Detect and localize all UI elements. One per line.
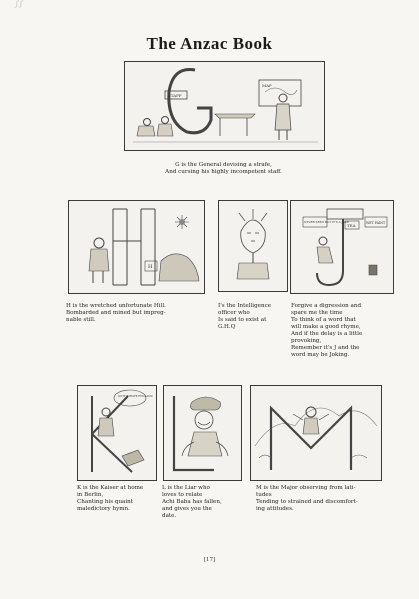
- caption-g: G is the General devising a strafe, And cursing his highly incompetent staff.: [165, 162, 282, 175]
- joke-drawing: [291, 201, 393, 293]
- major-drawing: [251, 386, 381, 480]
- illustration-m: [250, 385, 382, 481]
- page-title: The Anzac Book: [146, 34, 273, 53]
- j-bubble: NEVER SEEN BUT IT'S A JOKE: [304, 220, 350, 224]
- caption-m: M is the Major observing from lati- tudes Tending to strained and discomfort- ing attitudes.: [256, 485, 358, 512]
- illustration-j: [290, 200, 394, 294]
- illustration-h: [68, 200, 205, 294]
- caption-k: K is the Kaiser at home in Berlin, Chanting his quaint maledictory hymn.: [77, 485, 144, 512]
- illustration-k: [77, 385, 157, 481]
- liar-drawing: [164, 386, 241, 480]
- h-sign: H: [148, 264, 153, 270]
- caption-i: I's the Intelligence officer who Is said to exist at G.H.Q: [218, 303, 272, 330]
- caption-j: Forgive a digression and spare me the time To think of a word that will make a good rhyme, And if the delay is a little provoking, Remember it's J and the word may be Joking.: [291, 303, 363, 358]
- wet-paint-sign: WET PAINT: [366, 221, 386, 225]
- caption-l: L is the Liar who loves to relate Achi Baba has fallen, and gives you the date.: [162, 485, 222, 519]
- staff-sign: STAFF: [168, 93, 182, 98]
- tea-sign: TEA: [347, 223, 356, 228]
- illustration-l: [163, 385, 242, 481]
- kaiser-drawing: [78, 386, 156, 480]
- corner-mark: ʃ ʃ: [16, 0, 23, 8]
- caption-h: H is the wretched unfortunate Hill. Bombarded and mined but impreg- nable still.: [66, 303, 166, 323]
- intelligence-officer-drawing: [219, 201, 287, 291]
- illustration-g: [124, 61, 325, 151]
- page-number: [17]: [203, 557, 216, 563]
- illustration-i: [218, 200, 288, 292]
- hill-drawing: [69, 201, 204, 293]
- general-drawing: [125, 62, 324, 150]
- map-label: MAP: [262, 83, 272, 88]
- kaiser-bubble: GOTT STRAFE ENGLAND: [118, 395, 153, 398]
